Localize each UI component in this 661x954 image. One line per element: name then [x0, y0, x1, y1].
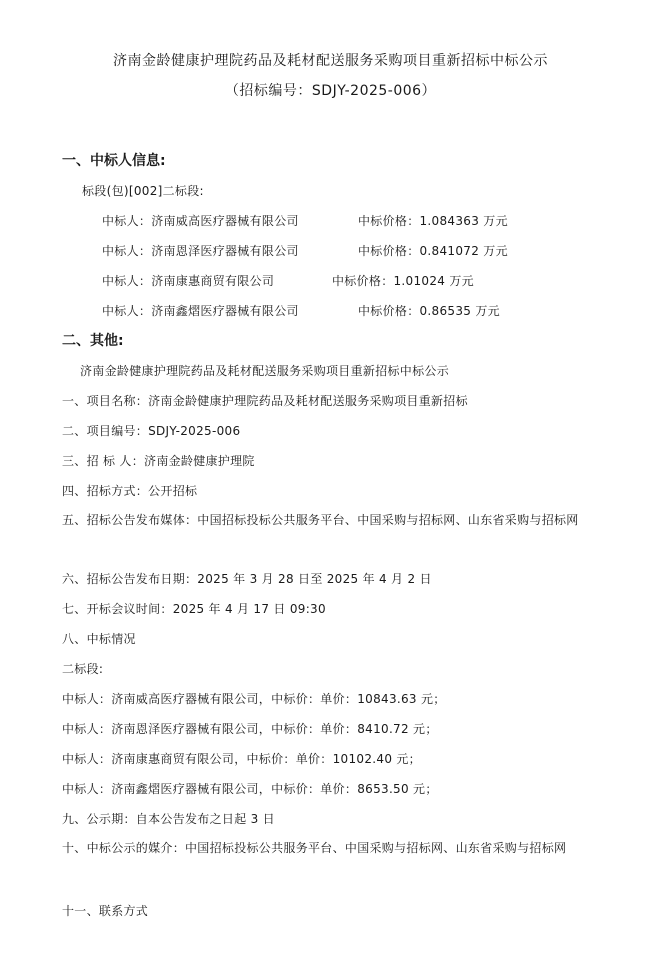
winner-row — [102, 242, 508, 259]
tender-number: （招标编号：SDJY-2025-006） — [224, 83, 437, 99]
award-result-row: 中标人：济南康惠商贸有限公司，中标价：单价：10102.40 元； — [62, 752, 421, 766]
award-result-row: 中标人：济南威高医疗器械有限公司，中标价：单价：10843.63 元； — [62, 692, 446, 706]
item-tender-method: 四、招标方式：公开招标 — [62, 484, 198, 498]
item-publicity-media: 十、中标公示的媒介：中国招标投标公共服务平台、中国采购与招标网、山东省采购与招标网 — [62, 841, 567, 855]
section-winner-info-heading: 一、中标人信息: — [62, 153, 166, 169]
winner-price: 中标价格：1.01024 万元 — [332, 274, 474, 288]
winner-row — [102, 272, 474, 289]
item-project-name: 一、项目名称：济南金龄健康护理院药品及耗材配送服务采购项目重新招标 — [62, 394, 468, 408]
item-publicity-period: 九、公示期：自本公告发布之日起 3 日 — [62, 812, 275, 826]
winner-name: 中标人：济南威高医疗器械有限公司 — [102, 214, 299, 228]
item-project-number: 二、项目编号：SDJY-2025-006 — [62, 424, 241, 438]
winner-name: 中标人：济南鑫熠医疗器械有限公司 — [102, 304, 299, 318]
item-award-status: 八、中标情况 — [62, 632, 136, 646]
item-contact: 十一、联系方式 — [62, 904, 149, 918]
section-other-heading: 二、其他: — [62, 333, 124, 349]
award-result-row: 中标人：济南鑫熠医疗器械有限公司，中标价：单价：8653.50 元； — [62, 782, 438, 796]
lot-label: 标段(包)[002]二标段: — [82, 184, 204, 198]
winner-row — [102, 302, 500, 319]
winner-price: 中标价格：1.084363 万元 — [358, 214, 508, 228]
item-announcement-date: 六、招标公告发布日期：2025 年 3 月 28 日至 2025 年 4 月 2 日 — [62, 572, 432, 586]
award-result-row: 中标人：济南恩泽医疗器械有限公司，中标价：单价：8410.72 元； — [62, 722, 438, 736]
winner-row — [102, 212, 508, 229]
winner-name: 中标人：济南恩泽医疗器械有限公司 — [102, 244, 299, 258]
winner-price: 中标价格：0.841072 万元 — [358, 244, 508, 258]
repeat-title: 济南金龄健康护理院药品及耗材配送服务采购项目重新招标中标公示 — [80, 364, 450, 378]
winner-price: 中标价格：0.86535 万元 — [358, 304, 500, 318]
item-announcement-media: 五、招标公告发布媒体：中国招标投标公共服务平台、中国采购与招标网、山东省采购与招标网 — [62, 513, 579, 527]
item-tenderer: 三、招 标 人：济南金龄健康护理院 — [62, 454, 255, 468]
winner-name: 中标人：济南康惠商贸有限公司 — [102, 274, 275, 288]
document-title: 济南金龄健康护理院药品及耗材配送服务采购项目重新招标中标公示 — [113, 53, 548, 69]
item-opening-time: 七、开标会议时间：2025 年 4 月 17 日 09:30 — [62, 602, 326, 616]
lot2-label: 二标段: — [62, 662, 104, 676]
